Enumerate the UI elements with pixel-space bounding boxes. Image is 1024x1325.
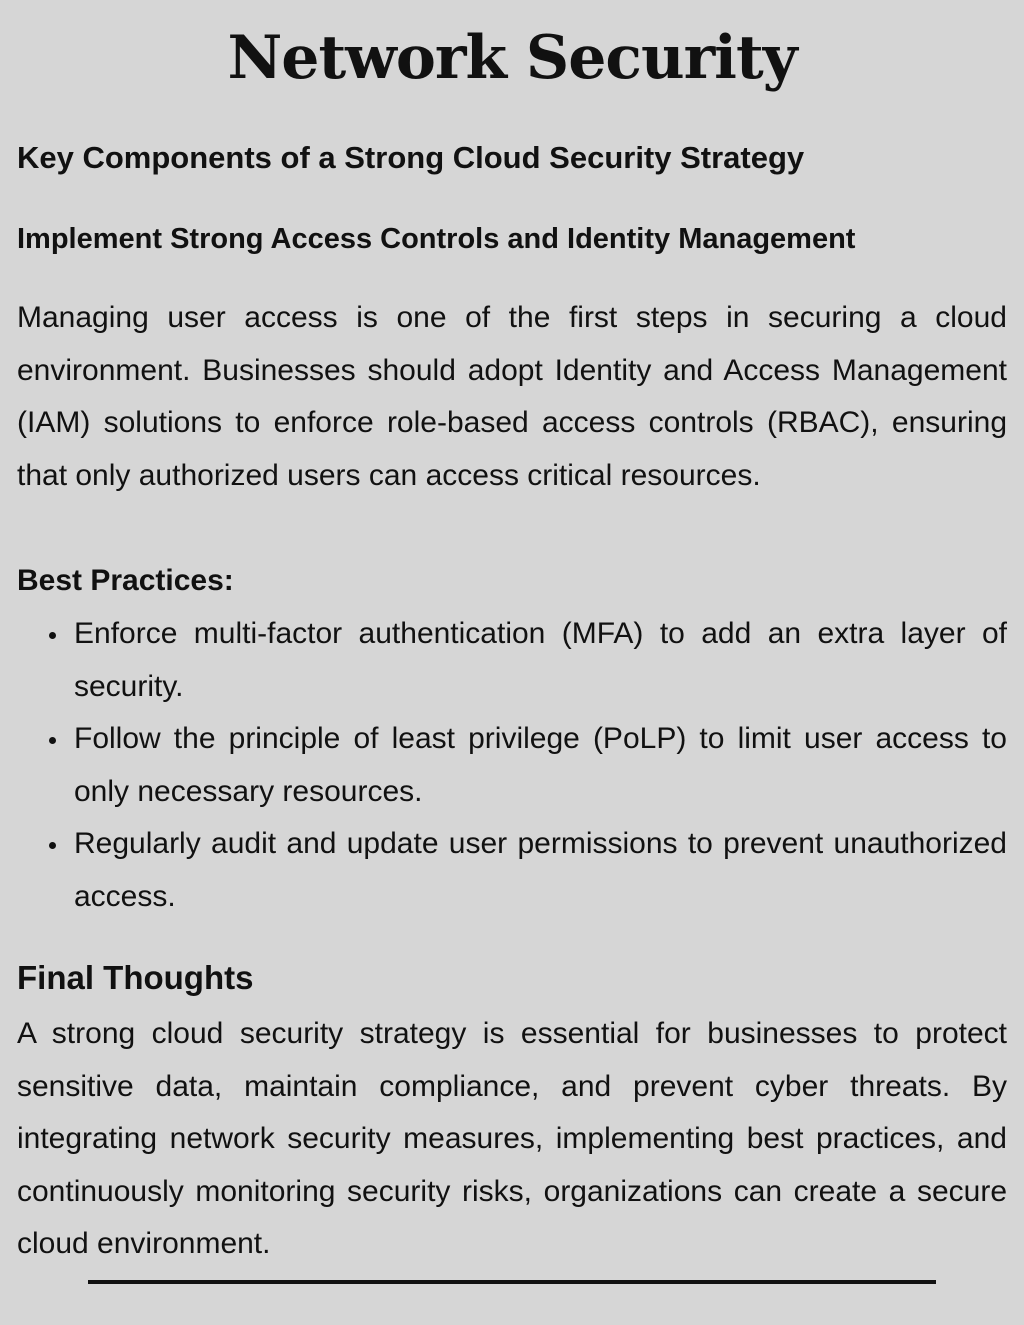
final-thoughts-paragraph: A strong cloud security strategy is essential for businesses to protect sensitive data, maintain compliance, and prevent cyber threats. By integrating network security measures, implementing best practices, and continuously monitoring security risks, organizations can create a secure cloud environment. <box>17 1017 1007 1260</box>
list-item-text: Enforce multi-factor authentication (MFA) to add an extra layer of security. <box>74 617 1007 703</box>
list-item <box>17 713 1007 818</box>
bullet-icon <box>49 842 56 849</box>
list-item <box>17 608 1007 713</box>
intro-paragraph: Managing user access is one of the first steps in securing a cloud environment. Businesses should adopt Identity and Access Management (IAM) solutions to enforce role-based access controls (RBAC), ensuring that only authorized users can access critical resources. <box>17 301 1007 492</box>
section-heading: Key Components of a Strong Cloud Security Strategy <box>17 140 805 175</box>
list-item-text: Follow the principle of least privilege (PoLP) to limit user access to only necessary resources. <box>74 722 1007 808</box>
final-thoughts-heading: Final Thoughts <box>17 959 254 996</box>
list-item-text: Regularly audit and update user permissions to prevent unauthorized access. <box>74 827 1007 913</box>
page-title: Network Security <box>227 23 797 93</box>
list-item <box>17 818 1007 923</box>
best-practices-list <box>17 608 1007 923</box>
bottom-divider <box>88 1280 936 1284</box>
bullet-icon <box>49 737 56 744</box>
best-practices-label: Best Practices: <box>17 564 234 597</box>
bullet-icon <box>49 632 56 639</box>
subsection-heading: Implement Strong Access Controls and Identity Management <box>17 223 856 255</box>
